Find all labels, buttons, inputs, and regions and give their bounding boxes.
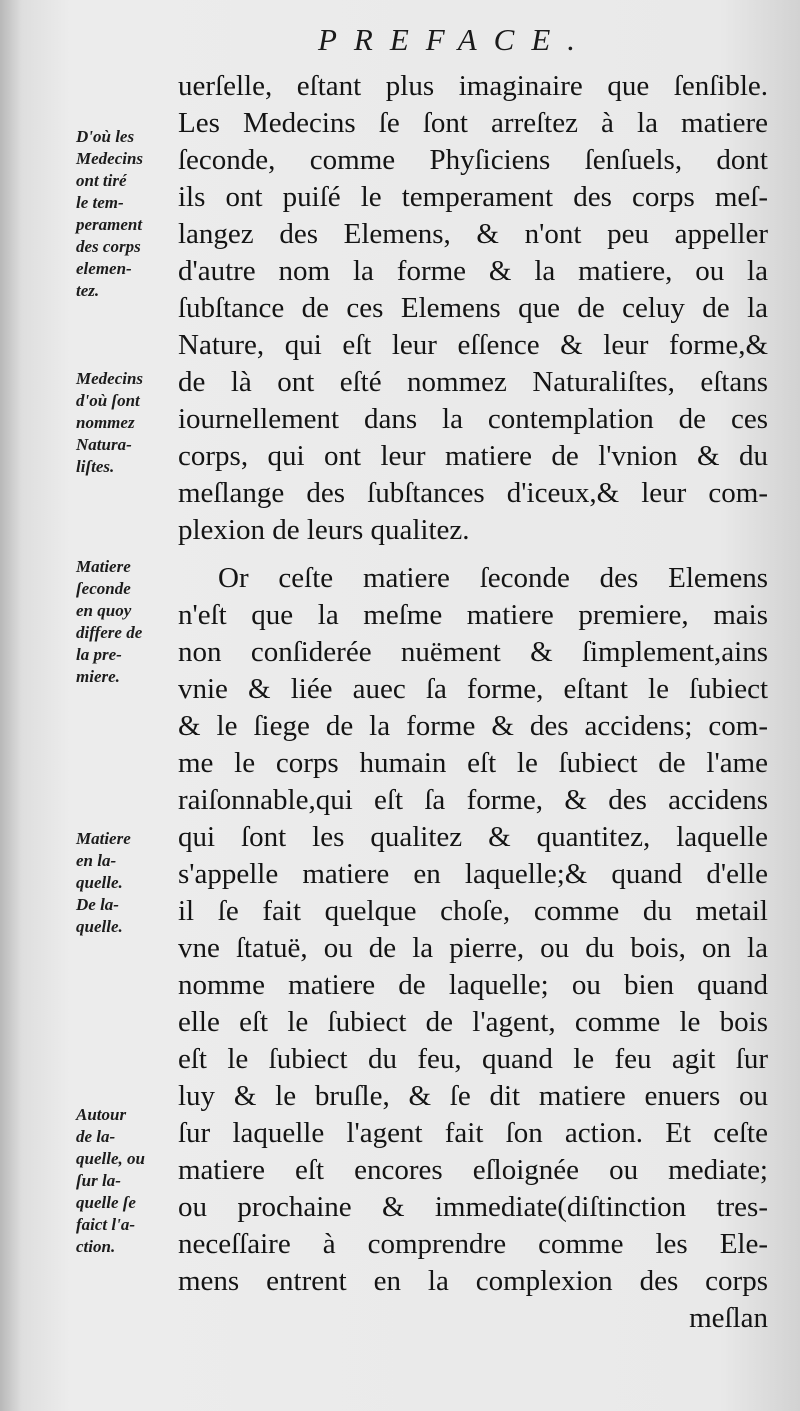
text-line: vne ſtatuë, ou de la pierre, ou du bois, on la [178, 932, 768, 964]
margin-note-line: miere. [76, 667, 120, 686]
margin-note-line: quelle. [76, 917, 123, 936]
text-line: iournellement dans la contemplation de ces [178, 403, 768, 435]
running-header: PREFACE. [318, 22, 593, 57]
text-line: s'appelle matiere en laquelle;& quand d'elle [178, 858, 768, 890]
margin-note-line: D'où les [76, 127, 135, 146]
margin-note-line: quelle ſe [76, 1193, 136, 1212]
text-line: mens entrent en la complexion des corps [178, 1265, 768, 1297]
margin-note-line: le tem- [76, 193, 124, 212]
text-line: elle eſt le ſubiect de l'agent, comme le bois [178, 1006, 768, 1038]
text-line: qui ſont les qualitez & quantitez, laquelle [178, 821, 768, 853]
margin-note-line: ont tiré [76, 171, 127, 190]
text-line: me le corps humain eſt le ſubiect de l'ame [178, 747, 768, 779]
margin-note-line: ſur la- [76, 1171, 121, 1190]
margin-note [76, 1104, 186, 1258]
text-line: ſur laquelle l'agent fait ſon action. Et ceſte [178, 1117, 768, 1149]
text-line: il ſe fait quelque choſe, comme du metail [178, 895, 768, 927]
margin-note-line: faict l'a- [76, 1215, 136, 1234]
text-line: Les Medecins ſe ſont arreſtez à la matiere [178, 107, 768, 139]
text-line: ſeconde, comme Phyſiciens ſenſuels, dont [178, 144, 768, 176]
text-line: vnie & liée auec ſa forme, eſtant le ſubiect [178, 673, 768, 705]
margin-note [76, 368, 186, 478]
text-line: langez des Elemens, & n'ont peu appeller [178, 218, 768, 250]
margin-note-line: ction. [76, 1237, 116, 1256]
margin-note-line: en la- [76, 851, 117, 870]
margin-note-line: Autour [76, 1105, 127, 1124]
margin-note-line: De la- [76, 895, 119, 914]
margin-note-line: Matiere [76, 557, 131, 576]
text-line: non conſiderée nuëment & ſimplement,ains [178, 636, 768, 668]
margin-note-line: Natura- [76, 435, 132, 454]
text-line: luy & le bruſle, & ſe dit matiere enuers ou [178, 1080, 768, 1112]
text-line: d'autre nom la forme & la matiere, ou la [178, 255, 768, 287]
margin-note-line: des corps [76, 237, 141, 256]
text-line: nomme matiere de laquelle; ou bien quand [178, 969, 768, 1001]
margin-note [76, 126, 186, 302]
margin-note-line: Medecins [76, 149, 144, 168]
text-line: neceſſaire à comprendre comme les Ele- [178, 1228, 768, 1260]
margin-note [76, 828, 186, 938]
margin-note-line: quelle, ou [76, 1149, 145, 1168]
margin-note-line: liſtes. [76, 457, 115, 476]
text-line: uerſelle, eſtant plus imaginaire que ſenſible. [178, 70, 768, 102]
margin-note-line: ſeconde [76, 579, 131, 598]
margin-note-line: elemen- [76, 259, 132, 278]
text-line: eſt le ſubiect du feu, quand le feu agit ſur [178, 1043, 768, 1075]
text-line: raiſonnable,qui eſt ſa forme, & des accidens [178, 784, 768, 816]
text-line: de là ont eſté nommez Naturaliſtes, eſtans [178, 366, 768, 398]
margin-note-line: Medecins [76, 369, 144, 388]
margin-note-line: la pre- [76, 645, 122, 664]
margin-note-line: de la- [76, 1127, 116, 1146]
margin-note-line: nommez [76, 413, 135, 432]
catchword: meſlan [689, 1302, 768, 1334]
margin-note-line: differe de [76, 623, 143, 642]
text-line: ſubſtance de ces Elemens que de celuy de la [178, 292, 768, 324]
text-line: meſlange des ſubſtances d'iceux,& leur com- [178, 477, 768, 509]
margin-note-line: quelle. [76, 873, 123, 892]
margin-note-line: tez. [76, 281, 100, 300]
margin-note-line: d'où ſont [76, 391, 140, 410]
text-line: matiere eſt encores eſloignée ou mediate; [178, 1154, 768, 1186]
margin-note-line: perament [76, 215, 143, 234]
text-line: & le ſiege de la forme & des accidens; com- [178, 710, 768, 742]
text-line: plexion de leurs qualitez. [178, 514, 470, 546]
margin-note [76, 556, 186, 688]
margin-note-line: Matiere [76, 829, 131, 848]
text-line: ou prochaine & immediate(diſtinction tres- [178, 1191, 768, 1223]
text-line: corps, qui ont leur matiere de l'vnion & du [178, 440, 768, 472]
text-line: Nature, qui eſt leur eſſence & leur forme,& [178, 329, 768, 361]
text-line: Or ceſte matiere ſeconde des Elemens [218, 562, 768, 594]
text-line: ils ont puiſé le temperament des corps meſ- [178, 181, 768, 213]
margin-note-line: en quoy [76, 601, 132, 620]
text-line: n'eſt que la meſme matiere premiere, mais [178, 599, 768, 631]
